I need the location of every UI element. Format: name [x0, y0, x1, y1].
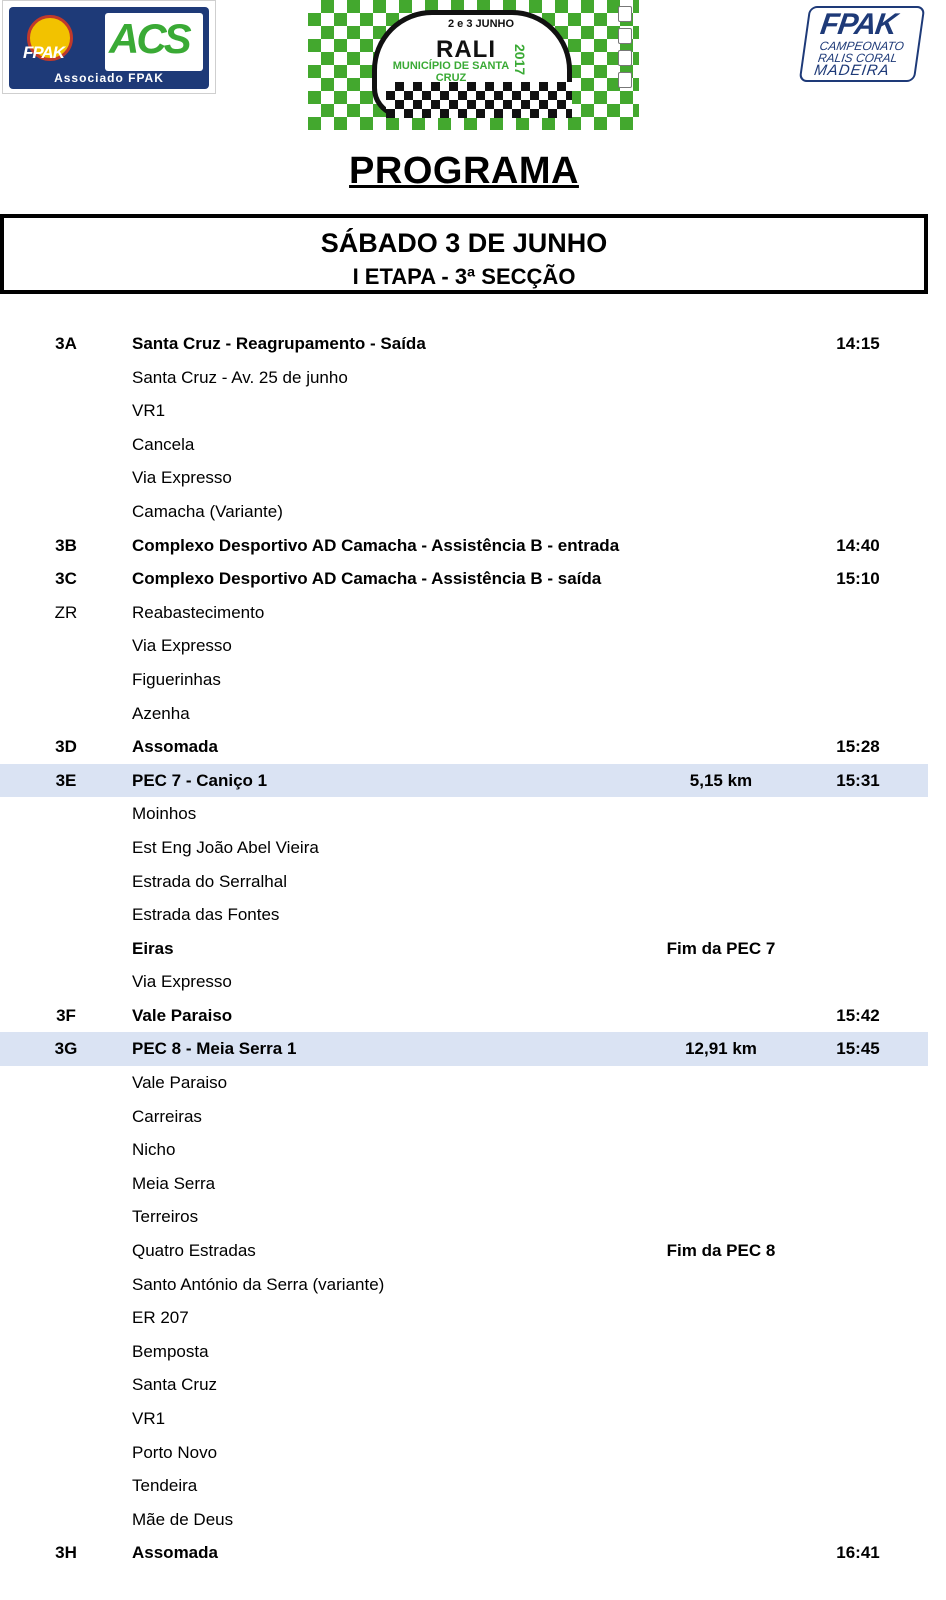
row-code: 3G — [54, 1039, 78, 1059]
logo-background — [9, 7, 209, 89]
table-row — [0, 663, 928, 697]
table-row — [0, 1234, 928, 1268]
row-extra: Fim da PEC 7 — [666, 938, 776, 958]
table-row — [0, 764, 928, 798]
row-time: 15:28 — [836, 737, 880, 757]
row-extra: 5,15 km — [689, 770, 753, 790]
table-row — [0, 596, 928, 630]
row-location: Vale Paraiso — [132, 1005, 233, 1025]
row-code: 3E — [55, 770, 77, 790]
table-row — [0, 327, 928, 361]
row-location: Via Expresso — [132, 468, 232, 488]
table-row — [0, 394, 928, 428]
row-location: Meia Serra — [132, 1173, 216, 1193]
crest-icon — [618, 6, 632, 22]
row-location: Terreiros — [132, 1207, 199, 1227]
row-time: 15:42 — [836, 1005, 880, 1025]
table-row — [0, 1469, 928, 1503]
row-location: Azenha — [132, 703, 190, 723]
row-location: Carreiras — [132, 1106, 202, 1126]
table-row — [0, 1436, 928, 1470]
table-row — [0, 1133, 928, 1167]
row-location: Nicho — [132, 1140, 176, 1160]
table-row — [0, 629, 928, 663]
table-row — [0, 1335, 928, 1369]
table-row — [0, 1503, 928, 1537]
day-header-box — [0, 214, 928, 294]
row-time: 14:40 — [836, 535, 880, 555]
page-title: PROGRAMA — [349, 150, 579, 192]
row-location: VR1 — [132, 1409, 166, 1428]
row-location: Bemposta — [132, 1341, 209, 1361]
row-code: 3H — [55, 1543, 77, 1563]
row-time: 14:15 — [836, 334, 880, 353]
row-code: 3C — [55, 569, 77, 589]
row-location: Santa Cruz - Av. 25 de junho — [132, 367, 348, 387]
championship-line1: CAMPEONATO — [818, 39, 905, 53]
table-row — [0, 361, 928, 395]
row-location: Estrada das Fontes — [132, 905, 280, 925]
day-title: SÁBADO 3 DE JUNHO — [320, 228, 608, 258]
table-row — [0, 1402, 928, 1436]
row-time: 15:10 — [836, 569, 880, 589]
table-row — [0, 730, 928, 764]
rally-event-logo — [308, 0, 639, 130]
row-location: Mãe de Deus — [132, 1509, 234, 1529]
table-row — [0, 1301, 928, 1335]
row-location: Via Expresso — [132, 636, 232, 656]
row-location: Cancela — [132, 434, 195, 454]
row-location: Assomada — [132, 1543, 218, 1563]
sponsor-icons — [616, 6, 632, 94]
row-location: Quatro Estradas — [132, 1241, 256, 1261]
table-row — [0, 697, 928, 731]
row-location: Assomada — [132, 737, 218, 757]
table-row — [0, 461, 928, 495]
championship-brand: FPAK — [818, 8, 899, 41]
row-location: Camacha (Variante) — [132, 501, 283, 521]
table-row — [0, 1167, 928, 1201]
row-location: Vale Paraiso — [132, 1073, 228, 1093]
row-location: Santa Cruz - Reagrupamento - Saída — [132, 334, 426, 353]
table-row — [0, 1066, 928, 1100]
event-title: RALI — [436, 36, 496, 63]
row-extra: Fim da PEC 8 — [666, 1241, 776, 1261]
row-location: Estrada do Serralhal — [132, 871, 287, 891]
row-time: 16:41 — [836, 1543, 880, 1563]
row-location: Eiras — [132, 938, 174, 958]
row-time: 15:45 — [836, 1039, 880, 1059]
logo-fpak-text: FPAK — [23, 43, 65, 62]
crest-icon — [618, 28, 632, 44]
row-code: 3F — [56, 1005, 76, 1025]
row-code: 3A — [55, 334, 77, 353]
table-row — [0, 1200, 928, 1234]
row-code: 3B — [55, 535, 77, 555]
row-location: Santa Cruz — [132, 1375, 218, 1395]
day-subtitle: I ETAPA - 3ª SECÇÃO — [352, 264, 576, 289]
championship-line3: MADEIRA — [813, 62, 891, 79]
row-location: Figuerinhas — [132, 669, 221, 689]
logo-caption: Associado FPAK — [54, 71, 164, 85]
table-row — [0, 562, 928, 596]
row-location: Tendeira — [132, 1476, 198, 1496]
row-location: PEC 8 - Meia Serra 1 — [132, 1039, 297, 1059]
row-location: ER 207 — [132, 1308, 189, 1328]
checkered-flag-icon — [386, 82, 572, 118]
row-time: 15:31 — [836, 770, 880, 790]
table-row — [0, 1268, 928, 1302]
crest-icon — [618, 72, 632, 88]
row-location: PEC 7 - Caniço 1 — [132, 770, 268, 790]
fpak-championship-logo — [799, 6, 926, 82]
row-location: Moinhos — [132, 804, 197, 824]
table-row — [0, 999, 928, 1033]
event-date: 2 e 3 JUNHO — [448, 18, 515, 30]
row-location: Via Expresso — [132, 972, 232, 992]
table-row — [0, 1032, 928, 1066]
table-row — [0, 797, 928, 831]
row-location: VR1 — [132, 401, 166, 421]
row-location: Est Eng João Abel Vieira — [132, 837, 319, 857]
row-location: Complexo Desportivo AD Camacha - Assistência B - entrada — [132, 535, 620, 555]
table-row — [0, 495, 928, 529]
row-location: Reabastecimento — [132, 602, 265, 622]
table-row — [0, 428, 928, 462]
event-subtitle: MUNICÍPIO DE SANTA CRUZ — [392, 60, 510, 84]
logo-acs-text: ACS — [109, 15, 189, 62]
table-row — [0, 831, 928, 865]
table-row — [0, 932, 928, 966]
row-location: Porto Novo — [132, 1442, 218, 1462]
table-row — [0, 1368, 928, 1402]
table-row — [0, 898, 928, 932]
schedule-table — [0, 327, 928, 1570]
table-row — [0, 529, 928, 563]
row-location: Complexo Desportivo AD Camacha - Assistência B - saída — [132, 569, 602, 589]
row-location: Santo António da Serra (variante) — [132, 1274, 385, 1294]
table-row — [0, 1536, 928, 1570]
acs-logo-box — [105, 13, 203, 71]
row-code: ZR — [54, 602, 78, 622]
row-code: 3D — [55, 737, 77, 757]
championship-line2: RALIS CORAL — [817, 51, 899, 65]
table-row — [0, 1100, 928, 1134]
event-year: 2017 — [512, 44, 528, 76]
table-row — [0, 865, 928, 899]
crest-icon — [618, 50, 632, 66]
row-extra: 12,91 km — [685, 1039, 757, 1059]
table-row — [0, 965, 928, 999]
fpak-acs-logo — [2, 0, 216, 94]
